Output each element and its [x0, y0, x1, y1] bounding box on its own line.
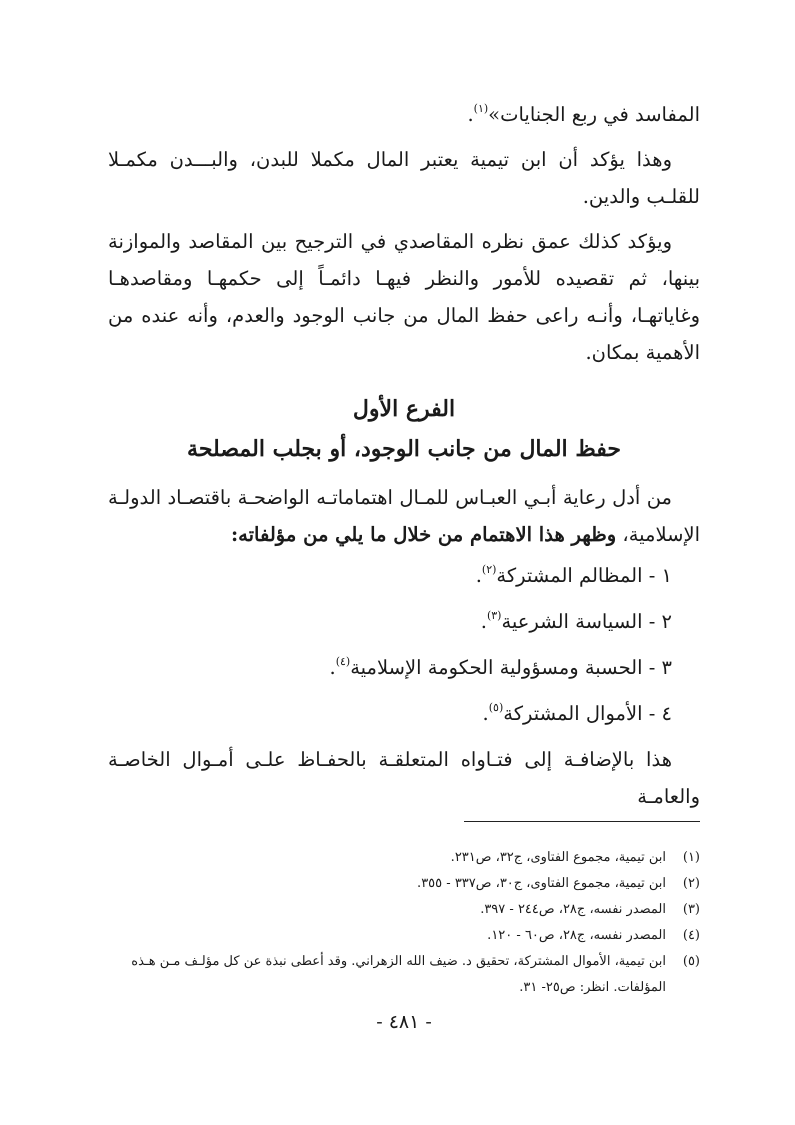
list-item-end: . — [480, 610, 487, 633]
list-item-text: الأموال المشتركة — [503, 702, 643, 725]
footnote-number: (١) — [682, 850, 700, 865]
section-title: حفظ المال من جانب الوجود، أو بجلب المصلحة — [187, 436, 621, 462]
footnote-text: المصدر نفسه، ج٢٨، ص٢٤٤ - ٣٩٧. — [480, 902, 666, 917]
footnote-text: ابن تيمية، الأموال المشتركة، تحقيق د. ضيف الله الزهراني. وقد أعطى نبذة عن كل مؤلـف مـن هـذه — [131, 954, 666, 969]
list-item-number: ٣ — [661, 656, 672, 679]
list-item — [108, 553, 676, 599]
list-item-end: . — [329, 656, 336, 679]
paragraph-2: وهذا يؤكد أن ابن تيمية يعتبر المال مكملا للبدن، والبـــدن مكمـلا للقلـب والدين. — [108, 148, 700, 208]
footnote-number: (٥) — [682, 954, 700, 969]
footnote-divider — [464, 821, 700, 822]
footnote-text: ابن تيمية، مجموع الفتاوى، ج٣٠، ص٣٣٧ - ٣٥٥. — [417, 876, 666, 891]
list-item — [108, 599, 676, 645]
paragraph-1-text: المفاسد في ربع الجنايات» — [488, 103, 700, 126]
list-separator: - — [642, 610, 662, 633]
footnote-number: (٤) — [682, 928, 700, 943]
footnote — [108, 871, 700, 897]
branch-heading: الفرع الأول — [352, 396, 456, 422]
footnote-ref-4[interactable]: (٤) — [335, 655, 351, 668]
list-item-number: ٢ — [661, 610, 672, 633]
list-item-end: . — [482, 702, 489, 725]
list-separator: - — [642, 702, 662, 725]
list-item-text: المظالم المشتركة — [496, 564, 643, 587]
footnote-text: المصدر نفسه، ج٢٨، ص٦٠ - ١٢٠. — [487, 928, 666, 943]
intro-text: من أدل رعاية أبـي العبـاس للمـال اهتماماتـه الواضحـة باقتصـاد الدولـة الإسلامية، — [108, 486, 700, 546]
footnote-text: ابن تيمية، مجموع الفتاوى، ج٣٢، ص٢٣١. — [450, 850, 666, 865]
intro-bold-text: وظهر هذا الاهتمام من خلال ما يلي من مؤلفاته: — [230, 523, 617, 546]
list-separator: - — [642, 564, 662, 587]
footnote-number: (٣) — [682, 902, 700, 917]
footnotes — [108, 845, 700, 1001]
intro-paragraph — [108, 479, 700, 553]
page-body — [108, 96, 700, 1096]
list-item-text: الحسبة ومسؤولية الحكومة الإسلامية — [350, 656, 643, 679]
footnote — [108, 845, 700, 871]
list-item-text: السياسة الشرعية — [501, 610, 643, 633]
page-number: - ٤٨١ - — [376, 1011, 432, 1033]
paragraph-1 — [108, 96, 700, 133]
footnote-ref-5[interactable]: (٥) — [488, 701, 504, 714]
list-separator: - — [642, 656, 662, 679]
last-paragraph: هذا بالإضافـة إلى فتـاواه المتعلقـة بالحفـاظ علـى أمـوال الخاصـة والعامـة — [108, 748, 700, 808]
list-item — [108, 645, 676, 691]
list-item — [108, 691, 676, 737]
footnote — [108, 923, 700, 949]
footnote — [108, 897, 700, 923]
footnote-continuation: المؤلفات. انظر: ص٢٥- ٣١. — [519, 980, 666, 995]
footnote — [108, 949, 700, 975]
paragraph-1-end: . — [467, 103, 474, 126]
footnote-ref-1[interactable]: (١) — [473, 102, 489, 115]
works-list — [108, 553, 700, 737]
footnote-ref-2[interactable]: (٢) — [481, 563, 497, 576]
list-item-number: ١ — [661, 564, 672, 587]
list-item-end: . — [475, 564, 482, 587]
footnote-number: (٢) — [682, 876, 700, 891]
footnote-ref-3[interactable]: (٣) — [486, 609, 502, 622]
paragraph-3: ويؤكد كذلك عمق نظره المقاصدي في الترجيح بين المقاصد والموازنة بينها، ثم تقصيده للأمور والنظر فيهـا دائمـاً إلى حكمهـا ومقاصدهـا وغاياتهـا، وأنـه راعى حفظ المال من جانب الوجود والعدم، وأنه عنده من الأهمية بمكان. — [108, 230, 700, 364]
list-item-number: ٤ — [661, 702, 672, 725]
